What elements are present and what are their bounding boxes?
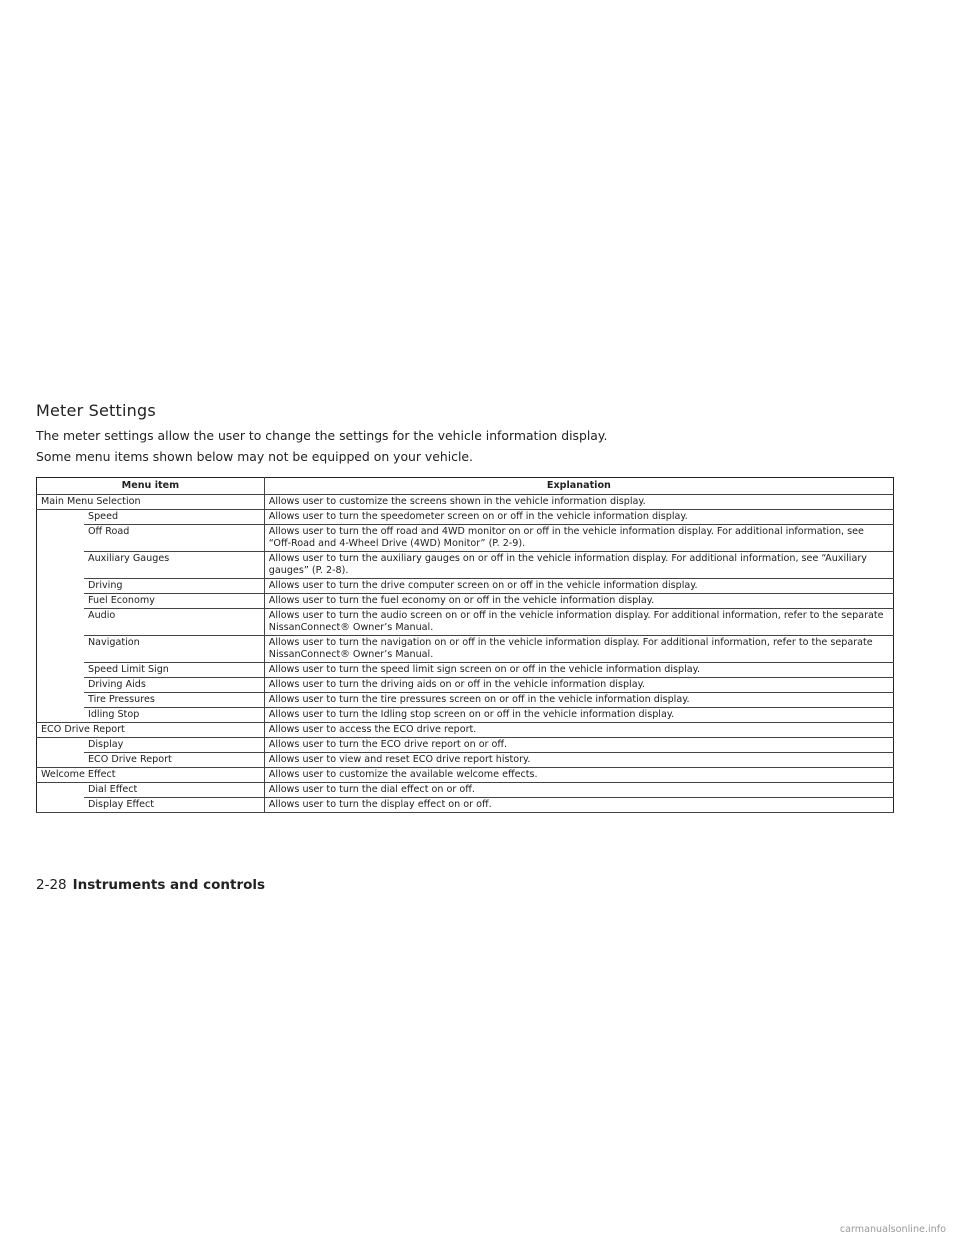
header-menu-item: Menu item (37, 478, 265, 495)
indent-cell (37, 798, 85, 813)
explanation-cell: Allows user to access the ECO drive report. (264, 723, 893, 738)
table-row (37, 753, 894, 768)
submenu-item-cell: Navigation (84, 636, 264, 663)
table-row (37, 738, 894, 753)
submenu-item-cell: Driving Aids (84, 678, 264, 693)
indent-cell (37, 636, 85, 663)
submenu-item-cell: Fuel Economy (84, 594, 264, 609)
section-title: Meter Settings (36, 401, 156, 420)
table-row (37, 594, 894, 609)
indent-cell (37, 678, 85, 693)
menu-item-cell: ECO Drive Report (37, 723, 265, 738)
submenu-item-cell: Display (84, 738, 264, 753)
indent-cell (37, 552, 85, 579)
table-header-row (37, 478, 894, 495)
explanation-cell: Allows user to customize the available welcome effects. (264, 768, 893, 783)
submenu-item-cell: Speed Limit Sign (84, 663, 264, 678)
table-row (37, 609, 894, 636)
explanation-cell: Allows user to turn the tire pressures screen on or off in the vehicle information display. (264, 693, 893, 708)
table-row (37, 678, 894, 693)
table-row (37, 783, 894, 798)
explanation-cell: Allows user to turn the Idling stop screen on or off in the vehicle information display. (264, 708, 893, 723)
table-row (37, 552, 894, 579)
explanation-cell: Allows user to turn the driving aids on or off in the vehicle information display. (264, 678, 893, 693)
table-row (37, 798, 894, 813)
explanation-cell: Allows user to turn the fuel economy on or off in the vehicle information display. (264, 594, 893, 609)
menu-item-cell: Main Menu Selection (37, 495, 265, 510)
table-row (37, 495, 894, 510)
indent-cell (37, 738, 85, 753)
table-row (37, 708, 894, 723)
table-body (37, 495, 894, 813)
explanation-cell: Allows user to turn the speedometer screen on or off in the vehicle information display. (264, 510, 893, 525)
explanation-cell: Allows user to customize the screens shown in the vehicle information display. (264, 495, 893, 510)
explanation-cell: Allows user to turn the navigation on or off in the vehicle information display. For additional information, refer to the separate NissanConnect® Owner’s Manual. (264, 636, 893, 663)
indent-cell (37, 594, 85, 609)
table-row (37, 663, 894, 678)
table-row (37, 693, 894, 708)
note-paragraph: Some menu items shown below may not be equipped on your vehicle. (36, 449, 473, 464)
indent-cell (37, 609, 85, 636)
explanation-cell: Allows user to turn the display effect on or off. (264, 798, 893, 813)
indent-cell (37, 783, 85, 798)
submenu-item-cell: Auxiliary Gauges (84, 552, 264, 579)
indent-cell (37, 510, 85, 525)
indent-cell (37, 663, 85, 678)
table-row (37, 723, 894, 738)
explanation-cell: Allows user to turn the off road and 4WD monitor on or off in the vehicle information display. For additional information, see “Off-Road and 4-Wheel Drive (4WD) Monitor” (P. 2-9). (264, 525, 893, 552)
submenu-item-cell: Tire Pressures (84, 693, 264, 708)
explanation-cell: Allows user to turn the ECO drive report on or off. (264, 738, 893, 753)
explanation-cell: Allows user to turn the auxiliary gauges on or off in the vehicle information display. For additional information, see “Auxiliary gauges” (P. 2-8). (264, 552, 893, 579)
submenu-item-cell: Driving (84, 579, 264, 594)
indent-cell (37, 708, 85, 723)
indent-cell (37, 579, 85, 594)
submenu-item-cell: Display Effect (84, 798, 264, 813)
table-row (37, 768, 894, 783)
explanation-cell: Allows user to turn the speed limit sign screen on or off in the vehicle information display. (264, 663, 893, 678)
explanation-cell: Allows user to turn the audio screen on or off in the vehicle information display. For additional information, refer to the separate NissanConnect® Owner’s Manual. (264, 609, 893, 636)
table-row (37, 525, 894, 552)
menu-item-cell: Welcome Effect (37, 768, 265, 783)
intro-paragraph: The meter settings allow the user to change the settings for the vehicle information display. (36, 428, 608, 443)
page-number: 2-28 (36, 877, 67, 893)
submenu-item-cell: Off Road (84, 525, 264, 552)
indent-cell (37, 753, 85, 768)
explanation-cell: Allows user to view and reset ECO drive report history. (264, 753, 893, 768)
watermark: carmanualsonline.info (839, 1224, 946, 1235)
header-explanation: Explanation (264, 478, 893, 495)
submenu-item-cell: Dial Effect (84, 783, 264, 798)
explanation-cell: Allows user to turn the dial effect on or off. (264, 783, 893, 798)
submenu-item-cell: Idling Stop (84, 708, 264, 723)
chapter-title: Instruments and controls (72, 877, 266, 893)
submenu-item-cell: ECO Drive Report (84, 753, 264, 768)
submenu-item-cell: Audio (84, 609, 264, 636)
table-row (37, 636, 894, 663)
indent-cell (37, 525, 85, 552)
submenu-item-cell: Speed (84, 510, 264, 525)
page-footer (36, 877, 265, 893)
table-row (37, 510, 894, 525)
meter-settings-table (36, 477, 894, 813)
table-row (37, 579, 894, 594)
indent-cell (37, 693, 85, 708)
explanation-cell: Allows user to turn the drive computer screen on or off in the vehicle information display. (264, 579, 893, 594)
